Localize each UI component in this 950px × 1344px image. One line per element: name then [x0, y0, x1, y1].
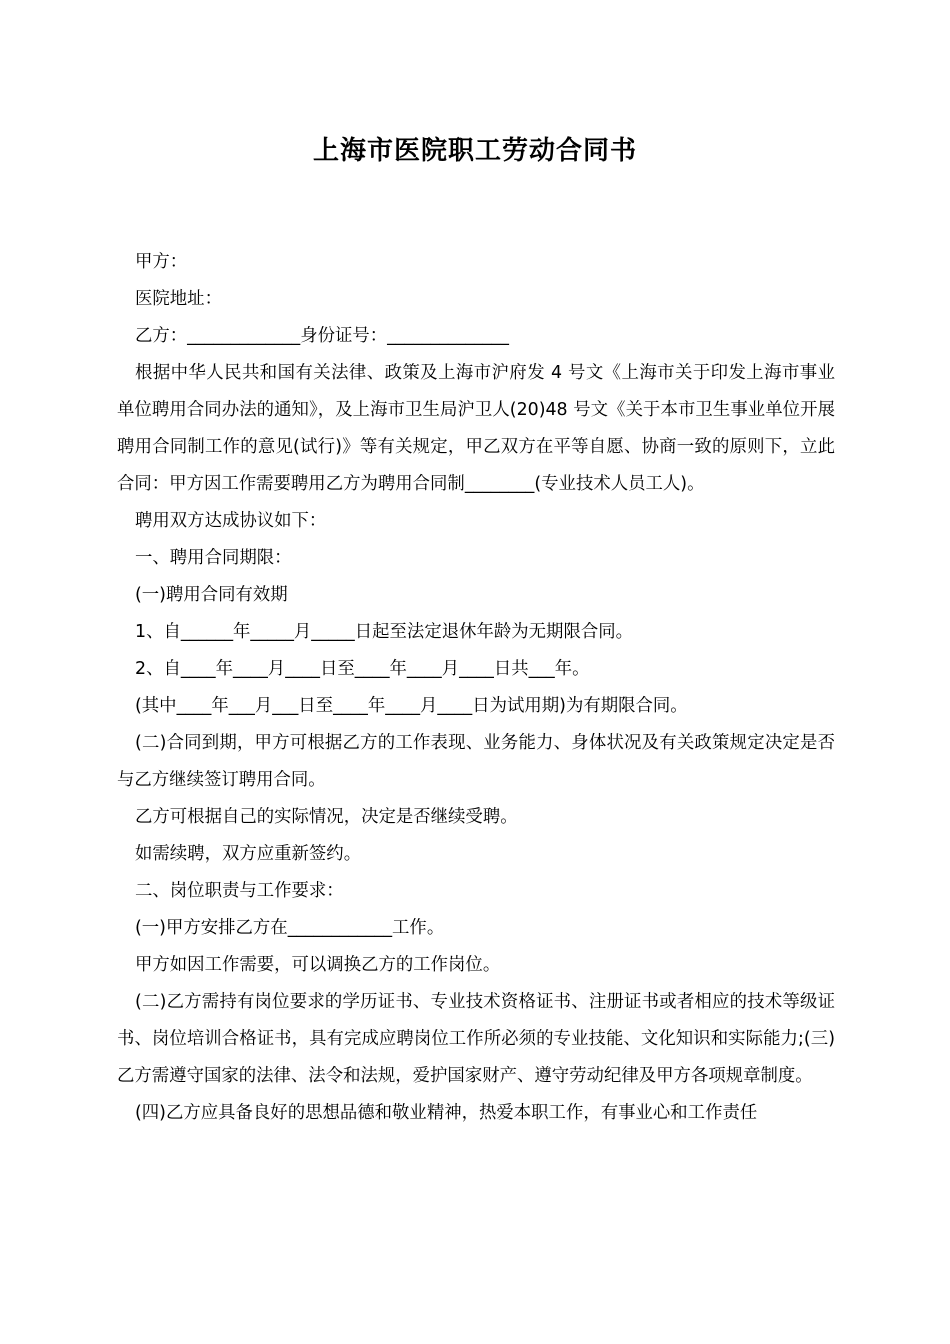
clause-1-1-item-2: 2、自____年____月____日至____年____月____日共___年。	[135, 659, 590, 679]
clause-2-2-3: (二)乙方需持有岗位要求的学历证书、专业技术资格证书、注册证书或者相应的技术等级证书、岗位培训合格证书，具有完成应聘岗位工作所必须的专业技能、文化知识和实际能力;(三)乙方需遵守国家的法律、法令和法规，爱护国家财产、遵守劳动纪律及甲方各项规章制度。	[117, 992, 835, 1086]
preamble-paragraph: 根据中华人民共和国有关法律、政策及上海市沪府发 4 号文《上海市关于印发上海市事业单位聘用合同办法的通知》，及上海市卫生局沪卫人(20)48 号文《关于本市卫生事业单位开展聘用合同制工作的意见(试行)》等有关规定，甲乙双方在平等自愿、协商一致的原则下，立此合同：甲方因工作需要聘用乙方为聘用合同制________(专业技术人员工人)。	[117, 363, 835, 494]
clause-2-1-continued: 甲方如因工作需要，可以调换乙方的工作岗位。	[135, 955, 501, 975]
clause-1-2-continued: 乙方可根据自己的实际情况，决定是否继续受聘。	[135, 807, 518, 827]
party-a-line: 甲方：	[135, 252, 188, 272]
probation-line: (其中____年___月___日至____年____月____日为试用期)为有期限合同。	[135, 696, 688, 716]
clause-2-4: (四)乙方应具备良好的思想品德和敬业精神，热爱本职工作，有事业心和工作责任	[135, 1103, 758, 1123]
section-heading-2: 二、岗位职责与工作要求：	[135, 881, 344, 901]
document-body	[117, 244, 835, 1132]
party-b-line: 乙方：_____________身份证号：______________	[135, 326, 509, 346]
renewal-line: 如需续聘，双方应重新签约。	[135, 844, 362, 864]
clause-2-1: (一)甲方安排乙方在____________工作。	[135, 918, 445, 938]
hospital-address-line: 医院地址：	[135, 289, 222, 309]
document-title: 上海市医院职工劳动合同书	[312, 136, 637, 166]
section-heading-1: 一、聘用合同期限：	[135, 548, 292, 568]
clause-1-1: (一)聘用合同有效期	[135, 585, 288, 605]
agreement-intro: 聘用双方达成协议如下：	[135, 511, 327, 531]
clause-1-2: (二)合同到期，甲方可根据乙方的工作表现、业务能力、身体状况及有关政策规定决定是否与乙方继续签订聘用合同。	[117, 733, 835, 790]
clause-1-1-item-1: 1、自______年_____月_____日起至法定退休年龄为无期限合同。	[135, 622, 634, 642]
